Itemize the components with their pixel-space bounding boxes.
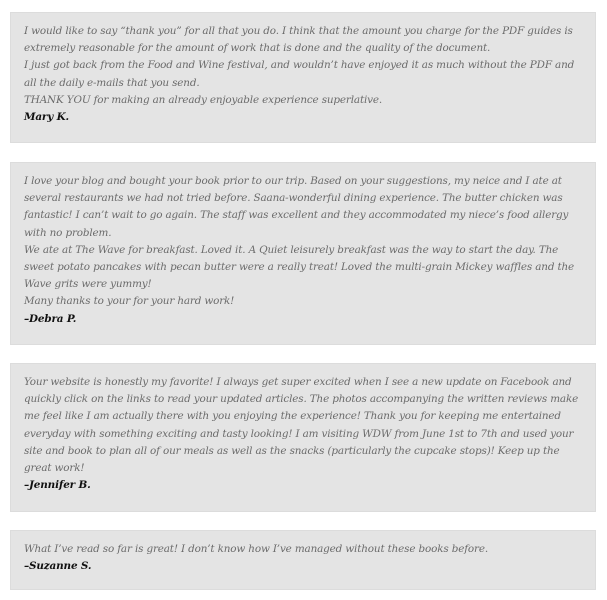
testimonial-card [10, 530, 596, 590]
testimonial-card [10, 363, 596, 512]
testimonial-text: Your website is honestly my favorite! I always get super excited when I see a new update on Facebook and quickly click on the links to read your updated articles. The photos accompanying the written reviews make me feel like I am actually there with you enjoying the experience! Thank you for keeping me entertained everyday with something exciting and tasty looking! I am visiting WDW from June 1st to 7th and used your site and book to plan all of our meals as well as the snacks (particularly the cupcake stops)! Keep up the great work! [24, 376, 579, 475]
testimonial-text: I would like to say “thank you” for all that you do. I think that the amount you charge for the PDF guides is extremely reasonable for the amount of work that is done and the quality of the document. [24, 25, 573, 55]
testimonial-text: We ate at The Wave for breakfast. Loved it. A Quiet leisurely breakfast was the way to start the day. The sweet potato pancakes with pecan butter were a really treat! Loved the multi-grain Mickey waffles and the Wave grits were yummy! [24, 243, 575, 291]
testimonial-card [10, 12, 596, 143]
testimonial-text: THANK YOU for making an already enjoyable experience superlative. [24, 93, 383, 106]
testimonial-author: –Suzanne S. [24, 560, 92, 573]
testimonial-author: –Debra P. [24, 312, 77, 325]
testimonial-author: Mary K. [24, 111, 69, 124]
testimonial-card [10, 162, 596, 345]
testimonial-text: I love your blog and bought your book prior to our trip. Based on your suggestions, my neice and I ate at several restaurants we had not tried before. Saana-wonderful dining experience. The butter chicken was fantastic! I can’t wait to go again. The staff was excellent and they accommodated my niece’s food allergy with no problem. [24, 175, 569, 239]
testimonial-text: What I’ve read so far is great! I don’t know how I’ve managed without these books before. [24, 543, 488, 555]
testimonial-text: Many thanks to your for your hard work! [24, 295, 235, 308]
testimonial-author: –Jennifer B. [24, 479, 91, 492]
testimonial-text: I just got back from the Food and Wine festival, and wouldn’t have enjoyed it as much without the PDF and all the daily e-mails that you send. [24, 59, 575, 89]
